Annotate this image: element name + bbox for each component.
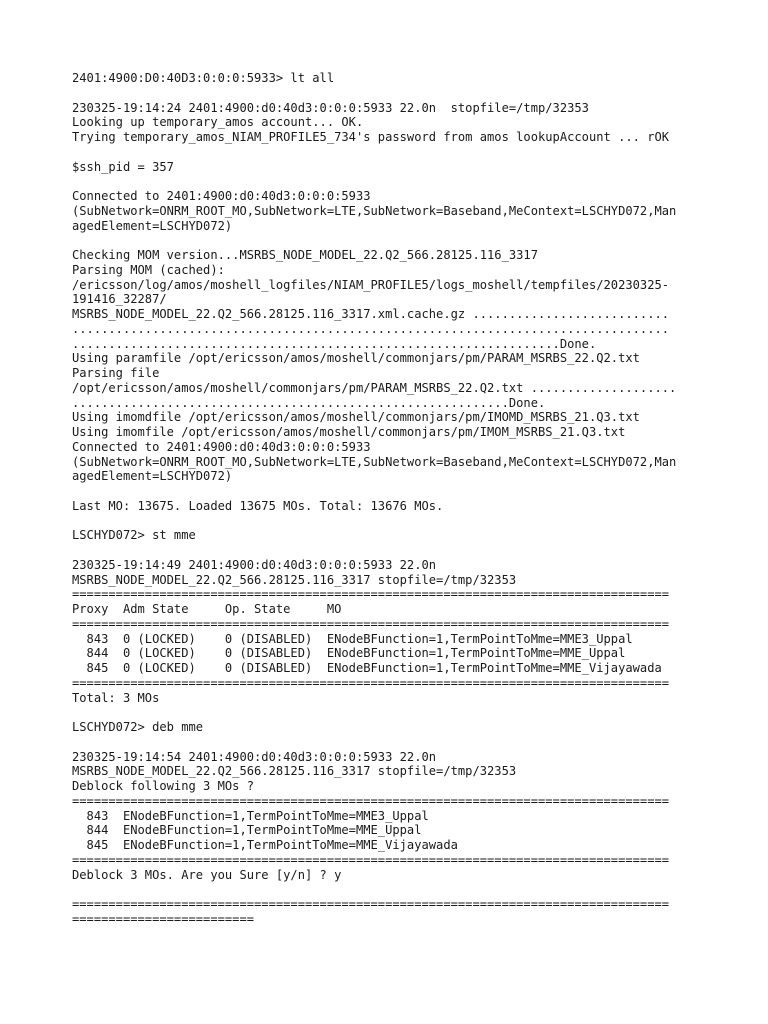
terminal-line: Connected to 2401:4900:d0:40d3:0:0:0:5933 bbox=[72, 189, 371, 203]
terminal-line: Trying temporary_amos_NIAM_PROFILE5_734's password from amos lookupAccount ... rOK bbox=[72, 130, 670, 144]
terminal-line: /ericsson/log/amos/moshell_logfiles/NIAM_PROFILE5/logs_moshell/tempfiles/20230325- bbox=[72, 277, 670, 292]
terminal-line: Parsing file bbox=[72, 366, 160, 380]
terminal-line: ............................................................Done. bbox=[72, 395, 546, 410]
terminal-line: Connected to 2401:4900:d0:40d3:0:0:0:5933 bbox=[72, 439, 371, 454]
terminal-line: (SubNetwork=ONRM_ROOT_MO,SubNetwork=LTE,SubNetwork=Baseband,MeContext=LSCHYD072,Man bbox=[72, 454, 677, 469]
terminal-line: 844 ENodeBFunction=1,TermPointToMme=MME_Uppal bbox=[72, 823, 422, 838]
terminal-line: /opt/ericsson/amos/moshell/commonjars/pm/PARAM_MSRBS_22.Q2.txt .................... bbox=[72, 380, 677, 395]
terminal-line: 191416_32287/ bbox=[72, 292, 167, 307]
terminal-line: LSCHYD072> deb mme bbox=[72, 720, 204, 734]
terminal-line bbox=[72, 145, 712, 160]
terminal-line: Looking up temporary_amos account... OK. bbox=[72, 115, 364, 130]
terminal-line: 843 0 (LOCKED) 0 (DISABLED) ENodeBFunction=1,TermPointToMme=MME3_Uppal bbox=[72, 631, 633, 646]
terminal-line: 844 0 (LOCKED) 0 (DISABLED) ENodeBFunction=1,TermPointToMme=MME_Uppal bbox=[72, 646, 626, 661]
terminal-line: Using imomdfile /opt/ericsson/amos/moshell/commonjars/pm/IMOMD_MSRBS_21.Q3.txt bbox=[72, 410, 640, 425]
terminal-line: 845 ENodeBFunction=1,TermPointToMme=MME_Vijayawada bbox=[72, 838, 458, 852]
terminal-line: ================================================================================== bbox=[72, 675, 670, 690]
terminal-line: agedElement=LSCHYD072) bbox=[72, 218, 233, 233]
terminal-line: MSRBS_NODE_MODEL_22.Q2_566.28125.116_3317 stopfile=/tmp/32353 bbox=[72, 764, 517, 779]
terminal-line: MSRBS_NODE_MODEL_22.Q2_566.28125.116_3317.xml.cache.gz ........................... bbox=[72, 307, 670, 321]
terminal-line: Last MO: 13675. Loaded 13675 MOs. Total: 13676 MOs. bbox=[72, 498, 444, 513]
terminal-line: Total: 3 MOs bbox=[72, 690, 160, 705]
terminal-line: 230325-19:14:24 2401:4900:d0:40d3:0:0:0:5933 22.0n stopfile=/tmp/32353 bbox=[72, 100, 589, 115]
terminal-line bbox=[72, 174, 712, 189]
terminal-line: ================================================================================== bbox=[72, 897, 670, 911]
terminal-line: (SubNetwork=ONRM_ROOT_MO,SubNetwork=LTE,SubNetwork=Baseband,MeContext=LSCHYD072,Man bbox=[72, 203, 677, 218]
terminal-output bbox=[72, 71, 712, 927]
terminal-line bbox=[72, 484, 712, 499]
terminal-line: ========================= bbox=[72, 911, 255, 926]
terminal-line bbox=[72, 233, 712, 248]
terminal-line bbox=[72, 882, 712, 897]
terminal-line: Deblock 3 MOs. Are you Sure [y/n] ? y bbox=[72, 867, 342, 882]
terminal-line: Using paramfile /opt/ericsson/amos/moshell/commonjars/pm/PARAM_MSRBS_22.Q2.txt bbox=[72, 351, 640, 366]
terminal-line: 845 0 (LOCKED) 0 (DISABLED) ENodeBFunction=1,TermPointToMme=MME_Vijayawada bbox=[72, 661, 662, 675]
terminal-line: .................................................................................. bbox=[72, 321, 670, 336]
terminal-line: ...................................................................Done. bbox=[72, 336, 597, 351]
terminal-line: Using imomfile /opt/ericsson/amos/moshell/commonjars/pm/IMOM_MSRBS_21.Q3.txt bbox=[72, 425, 626, 439]
terminal-line: MSRBS_NODE_MODEL_22.Q2_566.28125.116_3317 stopfile=/tmp/32353 bbox=[72, 572, 517, 587]
terminal-line bbox=[72, 705, 712, 720]
terminal-line: 2401:4900:D0:40D3:0:0:0:5933> lt all bbox=[72, 71, 335, 85]
terminal-line: ================================================================================== bbox=[72, 852, 670, 867]
terminal-line: ================================================================================== bbox=[72, 587, 670, 602]
terminal-line: Deblock following 3 MOs ? bbox=[72, 779, 255, 793]
terminal-line bbox=[72, 735, 712, 750]
terminal-line: Proxy Adm State Op. State MO bbox=[72, 602, 342, 616]
terminal-line bbox=[72, 514, 712, 529]
terminal-line: 843 ENodeBFunction=1,TermPointToMme=MME3_Uppal bbox=[72, 808, 429, 823]
terminal-line: 230325-19:14:54 2401:4900:d0:40d3:0:0:0:5933 22.0n bbox=[72, 749, 437, 764]
terminal-line bbox=[72, 543, 712, 558]
terminal-line: LSCHYD072> st mme bbox=[72, 528, 196, 543]
terminal-line: agedElement=LSCHYD072) bbox=[72, 469, 233, 484]
terminal-line: 230325-19:14:49 2401:4900:d0:40d3:0:0:0:5933 22.0n bbox=[72, 557, 437, 572]
terminal-line: ================================================================================== bbox=[72, 616, 670, 631]
terminal-line: Parsing MOM (cached): bbox=[72, 262, 225, 277]
terminal-line bbox=[72, 86, 712, 101]
terminal-line: Checking MOM version...MSRBS_NODE_MODEL_22.Q2_566.28125.116_3317 bbox=[72, 248, 538, 262]
terminal-line: $ssh_pid = 357 bbox=[72, 159, 174, 174]
terminal-line: ================================================================================== bbox=[72, 793, 670, 808]
